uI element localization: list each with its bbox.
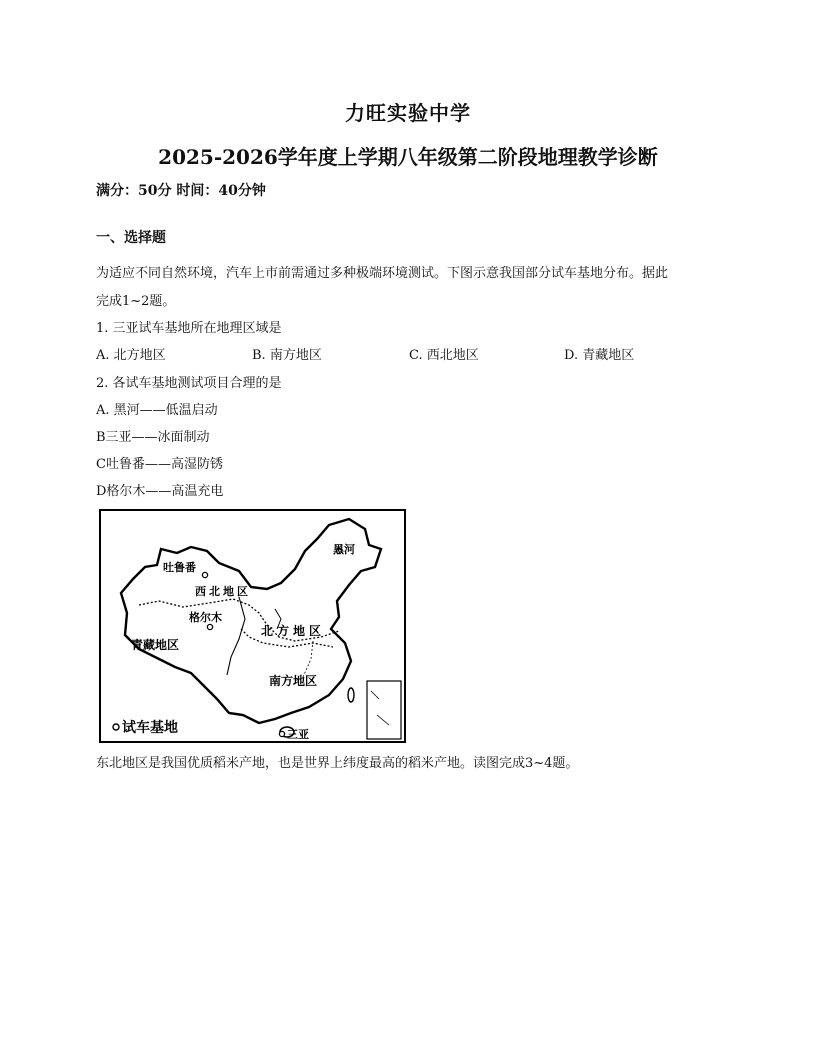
q2-option-a: A. 黑河——低温启动 [96, 403, 218, 418]
label-sanya: 三亚 [287, 729, 309, 741]
label-turpan: 吐鲁番 [163, 562, 196, 574]
section-heading: 一、选择题 [96, 230, 166, 246]
q2-option-b: B三亚——冰面制动 [96, 430, 210, 445]
label-qingzang: 青藏地区 [131, 638, 180, 652]
q2-option-d: D格尔木——高温充电 [96, 484, 224, 499]
legend-marker [113, 724, 119, 730]
turpan-marker [202, 572, 207, 577]
label-northwest: 西北地区 [195, 586, 251, 598]
label-heihe: 黑河 [333, 544, 355, 556]
q1-option-c: C. 西北地区 [409, 348, 479, 363]
question-1-stem: 1. 三亚试车基地所在地理区域是 [96, 321, 282, 336]
legend-label: 试车基地 [122, 719, 178, 735]
q1-option-d: D. 青藏地区 [564, 348, 635, 363]
intro-line-1: 为适应不同自然环境，汽车上市前需通过多种极端环境测试。下图示意我国部分试车基地分布。据此 [96, 266, 669, 281]
label-south: 南方地区 [269, 674, 318, 688]
golmud-marker [207, 624, 212, 629]
exam-title: 2025-2026学年度上学期八年级第二阶段地理教学诊断 [158, 145, 658, 169]
school-name: 力旺实验中学 [345, 101, 471, 125]
q2-option-c: C吐鲁番——高湿防锈 [96, 457, 223, 472]
next-intro: 东北地区是我国优质稻米产地，也是世界上纬度最高的稻米产地。读图完成3~4题。 [96, 756, 579, 771]
intro-line-2: 完成1~2题。 [96, 294, 176, 309]
test-base-map [99, 509, 406, 743]
label-north: 北方地区 [261, 624, 326, 638]
south-sea-inset [367, 681, 401, 739]
question-2-stem: 2. 各试车基地测试项目合理的是 [96, 376, 282, 391]
q1-option-b: B. 南方地区 [252, 348, 322, 363]
score-time: 满分：50分 时间：40分钟 [96, 183, 266, 199]
q1-option-a: A. 北方地区 [96, 348, 166, 363]
label-golmud: 格尔木 [189, 612, 222, 624]
sanya-marker [279, 731, 284, 736]
map-frame [100, 510, 405, 742]
